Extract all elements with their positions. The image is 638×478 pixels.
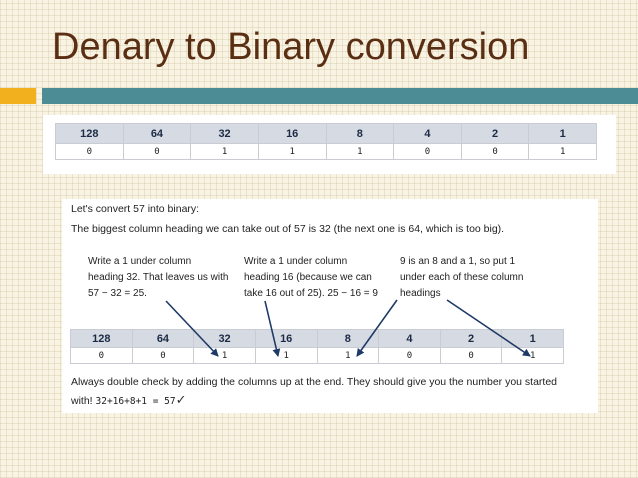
- note-line: under each of these column: [400, 272, 524, 283]
- check-sum: 32+16+8+1 = 57: [95, 396, 176, 407]
- note-line: heading 32. That leaves us with: [88, 272, 229, 283]
- column-heading: 2: [440, 330, 502, 348]
- column-heading: 4: [379, 330, 441, 348]
- column-heading: 64: [123, 124, 191, 144]
- check-prefix: with!: [71, 395, 93, 407]
- table-header-row: [56, 124, 597, 144]
- column-heading: 4: [394, 124, 462, 144]
- bit-value: 1: [258, 144, 326, 160]
- bit-value: 0: [394, 144, 462, 160]
- bit-value: 0: [379, 348, 441, 364]
- check-instruction: Always double check by adding the columns up at the end. They should give you the number you started: [71, 376, 558, 388]
- note-line: 9 is an 8 and a 1, so put 1: [400, 256, 516, 267]
- worked-example-panel: [62, 199, 598, 413]
- arrow-to-bit-16: [265, 301, 278, 356]
- accent-bar-orange: [0, 88, 36, 104]
- bit-value: 1: [326, 144, 394, 160]
- note-line: headings: [400, 288, 441, 299]
- bit-value: 0: [123, 144, 191, 160]
- column-heading: 64: [132, 330, 194, 348]
- note-line: Write a 1 under column: [244, 256, 348, 267]
- note-line: heading 16 (because we can: [244, 272, 372, 283]
- bit-value: 1: [317, 348, 379, 364]
- column-heading: 2: [461, 124, 529, 144]
- column-heading: 8: [326, 124, 394, 144]
- check-mark-icon: ✓: [175, 392, 187, 407]
- column-heading: 1: [529, 124, 597, 144]
- bit-value: 1: [191, 144, 259, 160]
- column-heading: 16: [258, 124, 326, 144]
- bit-value: 1: [529, 144, 597, 160]
- accent-bar-teal: [42, 88, 638, 104]
- bit-value: 1: [255, 348, 317, 364]
- intro-text: Let's convert 57 into binary:: [71, 203, 200, 215]
- slide-title: Denary to Binary conversion: [52, 26, 530, 68]
- binary-place-value-table: [55, 123, 597, 160]
- column-heading: 1: [502, 330, 564, 348]
- column-heading: 16: [255, 330, 317, 348]
- arrow-to-bit-1: [447, 300, 530, 356]
- bit-value: 1: [194, 348, 256, 364]
- bit-value: 0: [71, 348, 133, 364]
- check-sum-line: [71, 392, 187, 408]
- bit-value: 0: [56, 144, 124, 160]
- note-line: 57 − 32 = 25.: [88, 288, 147, 299]
- arrow-to-bit-8: [357, 300, 397, 356]
- note-line: take 16 out of 25). 25 − 16 = 9: [244, 288, 378, 299]
- arrow-to-bit-32: [166, 301, 218, 356]
- bit-value: 0: [440, 348, 502, 364]
- binary-table-panel: [43, 115, 616, 174]
- intro-explanation: The biggest column heading we can take out of 57 is 32 (the next one is 64, which is too big).: [71, 223, 505, 235]
- column-heading: 128: [56, 124, 124, 144]
- bit-value: 1: [502, 348, 564, 364]
- column-heading: 32: [191, 124, 259, 144]
- bit-value: 0: [132, 348, 194, 364]
- column-heading: 8: [317, 330, 379, 348]
- note-line: Write a 1 under column: [88, 256, 192, 267]
- column-heading: 32: [194, 330, 256, 348]
- bit-value: 0: [461, 144, 529, 160]
- table-value-row: [56, 144, 597, 160]
- column-heading: 128: [71, 330, 133, 348]
